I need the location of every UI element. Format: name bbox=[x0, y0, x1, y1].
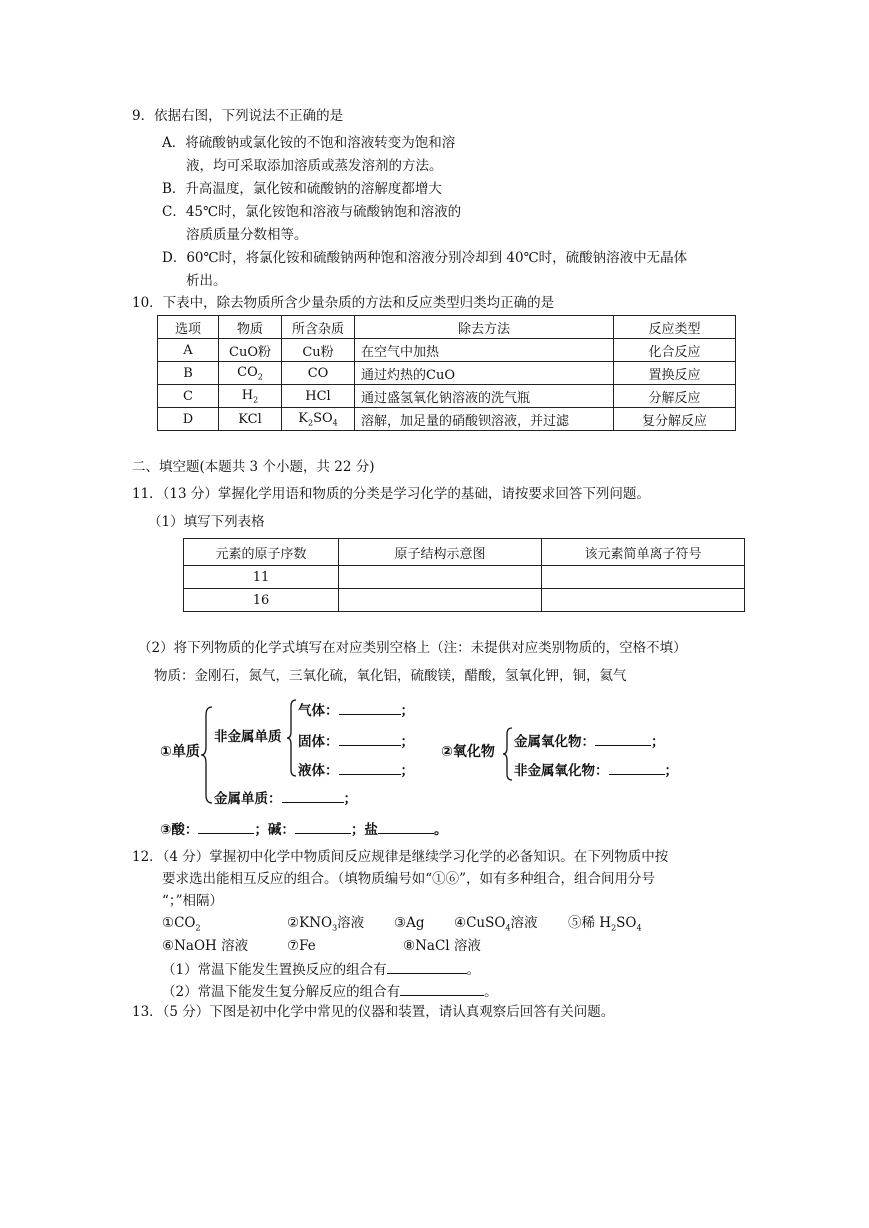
q9-option-b: B．升高温度，氯化铵和硫酸钠的溶解度都增大 bbox=[162, 181, 442, 197]
table-row bbox=[158, 362, 736, 385]
subscript: 2 bbox=[307, 418, 314, 428]
acid-base-salt-line bbox=[160, 819, 447, 839]
nonmetal-oxide-text: 非金属氧化物： bbox=[514, 763, 609, 779]
formula-text: H bbox=[241, 387, 254, 403]
header-cell: 除去方法 bbox=[355, 316, 614, 339]
liquid-blank[interactable] bbox=[339, 760, 401, 775]
subscript: 2 bbox=[253, 395, 259, 405]
q12-item-4 bbox=[454, 914, 538, 938]
header-cell: 该元素简单离子符号 bbox=[542, 539, 745, 566]
table-cell: CO bbox=[282, 362, 355, 385]
table-cell: 通过灼热的CuO bbox=[355, 362, 614, 385]
semicolon: ； bbox=[651, 734, 665, 750]
period: 。 bbox=[484, 984, 498, 1000]
nonmetal-oxide-blank[interactable] bbox=[609, 760, 665, 775]
q11-part2: （2）将下列物质的化学式填写在对应类别空格上（注：未提供对应类别物质的，空格不填） bbox=[138, 640, 687, 656]
formula-text: SO bbox=[313, 410, 333, 426]
gas-blank[interactable] bbox=[339, 700, 401, 715]
oxide-label: ②氧化物 bbox=[441, 744, 495, 760]
header-cell: 所含杂质 bbox=[282, 316, 355, 339]
item-text: 溶液 bbox=[510, 915, 538, 931]
q9-option-d-line1: D．60℃时，将氯化铵和硫酸钠两种饱和溶液分别冷却到 40℃时，硫酸钠溶液中无晶体 bbox=[162, 250, 688, 266]
answer-cell[interactable] bbox=[339, 589, 542, 612]
metal-oxide-text: 金属氧化物： bbox=[514, 734, 595, 750]
subscript: 2 bbox=[257, 372, 263, 382]
table-header-row bbox=[184, 539, 745, 566]
q9-option-a-line2: 液，均可采取添加溶质或蒸发溶剂的方法。 bbox=[186, 158, 443, 174]
q12-answer-2 bbox=[162, 981, 498, 1001]
q12-item-5 bbox=[568, 914, 642, 938]
q9-option-c-line1: C．45℃时，氯化铵饱和溶液与硫酸钠饱和溶液的 bbox=[162, 204, 462, 220]
big-brace-icon bbox=[200, 705, 214, 805]
solid-blank[interactable] bbox=[339, 731, 401, 746]
header-cell: 反应类型 bbox=[614, 316, 736, 339]
nonmetal-label: 非金属单质 bbox=[214, 729, 282, 745]
answer-cell[interactable] bbox=[542, 589, 745, 612]
subscript: 2 bbox=[195, 923, 201, 933]
q12-answer-1 bbox=[162, 959, 480, 979]
q13-stem: 13．（5 分）下图是初中化学中常见的仪器和装置，请认真观察后回答有关问题。 bbox=[132, 1004, 615, 1020]
table-cell: 16 bbox=[184, 589, 339, 612]
salt-text: ；盐 bbox=[350, 822, 378, 838]
q9-option-c-line2: 溶质质量分数相等。 bbox=[186, 227, 308, 243]
table-row bbox=[184, 566, 745, 589]
item-text: SO bbox=[616, 915, 637, 931]
subscript: 3 bbox=[332, 923, 338, 933]
table-cell bbox=[282, 408, 355, 431]
header-cell: 元素的原子序数 bbox=[184, 539, 339, 566]
answer-cell[interactable] bbox=[542, 566, 745, 589]
table-cell: D bbox=[158, 408, 219, 431]
q10-stem: 10．下表中，除去物质所含少量杂质的方法和反应类型归类均正确的是 bbox=[132, 295, 555, 311]
table-cell: 置换反应 bbox=[614, 362, 736, 385]
section-heading: 二、填空题(本题共 3 个小题，共 22 分) bbox=[132, 459, 375, 475]
solid-text: 固体： bbox=[298, 734, 339, 750]
item-text: ④CuSO bbox=[454, 915, 506, 931]
base-text: ；碱： bbox=[254, 822, 295, 838]
table-cell bbox=[219, 362, 282, 385]
q12-item-3: ③Ag bbox=[394, 915, 425, 931]
answer-cell[interactable] bbox=[339, 566, 542, 589]
subscript: 4 bbox=[505, 923, 511, 933]
metal-oxide-label bbox=[514, 731, 665, 751]
table-cell: 溶解，加足量的硝酸钡溶液，并过滤 bbox=[355, 408, 614, 431]
metal-oxide-blank[interactable] bbox=[595, 731, 651, 746]
table-cell: B bbox=[158, 362, 219, 385]
q9-stem: 9．依据右图，下列说法不正确的是 bbox=[132, 108, 344, 124]
table-row bbox=[158, 339, 736, 362]
q11-materials: 物质：金刚石，氮气，三氧化硫，氧化铝，硫酸镁，醋酸，氢氧化钾，铜，氦气 bbox=[154, 668, 627, 684]
q11-part1: （1）填写下列表格 bbox=[148, 514, 265, 530]
table-cell: HCl bbox=[282, 385, 355, 408]
q9-option-d-line2: 析出。 bbox=[186, 273, 227, 289]
metal-blank[interactable] bbox=[282, 788, 344, 803]
base-blank[interactable] bbox=[295, 819, 351, 834]
period: 。 bbox=[466, 962, 481, 978]
table-header-row bbox=[158, 316, 736, 339]
subscript: 2 bbox=[611, 923, 617, 933]
gas-label bbox=[298, 700, 414, 720]
q12-stem-line2: 要求选出能相互反应的组合。（填物质编号如“①⑥”，如有多种组合，组合间用分号 bbox=[162, 871, 656, 887]
q10-table bbox=[157, 315, 736, 431]
table-cell: 复分解反应 bbox=[614, 408, 736, 431]
q12-item-7: ⑦Fe bbox=[287, 938, 316, 954]
q12-item-6: ⑥NaOH 溶液 bbox=[162, 938, 249, 954]
table-cell: C bbox=[158, 385, 219, 408]
table-cell: A bbox=[158, 339, 219, 362]
table-cell: 化合反应 bbox=[614, 339, 736, 362]
table-row bbox=[184, 589, 745, 612]
item-text: ②KNO bbox=[287, 915, 333, 931]
q12-item-1 bbox=[162, 914, 201, 938]
acid-blank[interactable] bbox=[198, 819, 254, 834]
q12-stem-line3: “；”相隔） bbox=[162, 893, 224, 909]
answer-blank-2[interactable] bbox=[400, 981, 484, 996]
brace-icon bbox=[286, 698, 298, 778]
formula-text: CO bbox=[237, 364, 258, 380]
acid-text: ③酸： bbox=[160, 822, 199, 838]
answer-prompt: （2）常温下能发生复分解反应的组合有 bbox=[162, 984, 401, 1000]
liquid-text: 液体： bbox=[298, 763, 339, 779]
table-row bbox=[158, 385, 736, 408]
elements-label: ①单质 bbox=[160, 744, 200, 760]
table-cell: KCl bbox=[219, 408, 282, 431]
answer-prompt: （1）常温下能发生置换反应的组合有 bbox=[162, 962, 387, 978]
semicolon: ； bbox=[400, 703, 414, 719]
table-cell: 通过盛氢氧化钠溶液的洗气瓶 bbox=[355, 385, 614, 408]
q11-stem: 11．（13 分）掌握化学用语和物质的分类是学习化学的基础，请按要求回答下列问题。 bbox=[132, 486, 650, 502]
semicolon: ； bbox=[400, 763, 414, 779]
gas-text: 气体： bbox=[298, 703, 339, 719]
metal-text: 金属单质： bbox=[214, 791, 282, 807]
answer-blank-1[interactable] bbox=[387, 959, 467, 974]
table-cell: Cu粉 bbox=[282, 339, 355, 362]
semicolon: ； bbox=[343, 791, 357, 807]
header-cell: 原子结构示意图 bbox=[339, 539, 542, 566]
subscript: 4 bbox=[332, 418, 338, 428]
q12-item-2 bbox=[287, 914, 364, 938]
subscript: 4 bbox=[636, 923, 642, 933]
table-cell: 11 bbox=[184, 566, 339, 589]
table-row bbox=[158, 408, 736, 431]
metal-label bbox=[214, 788, 357, 808]
semicolon: ； bbox=[664, 763, 678, 779]
q9-option-a-line1: A．将硫酸钠或氯化铵的不饱和溶液转变为饱和溶 bbox=[162, 135, 456, 151]
table-cell: 在空气中加热 bbox=[355, 339, 614, 362]
nonmetal-oxide-label bbox=[514, 760, 678, 780]
header-cell: 选项 bbox=[158, 316, 219, 339]
item-text: 溶液 bbox=[337, 915, 365, 931]
semicolon: ； bbox=[400, 734, 414, 750]
q12-item-8: ⑧NaCl 溶液 bbox=[403, 938, 481, 954]
q12-stem-line1: 12．（4 分）掌握初中化学中物质间反应规律是继续学习化学的必备知识。在下列物质中按 bbox=[132, 849, 669, 865]
item-text: ⑤稀 H bbox=[568, 915, 612, 931]
q11-table bbox=[183, 538, 745, 612]
brace-icon bbox=[502, 726, 514, 782]
header-cell: 物质 bbox=[219, 316, 282, 339]
salt-blank[interactable] bbox=[378, 819, 434, 834]
liquid-label bbox=[298, 760, 414, 780]
period: 。 bbox=[433, 822, 448, 838]
solid-label bbox=[298, 731, 414, 751]
table-cell: 分解反应 bbox=[614, 385, 736, 408]
table-cell: CuO粉 bbox=[219, 339, 282, 362]
table-cell bbox=[219, 385, 282, 408]
formula-text: K bbox=[298, 410, 308, 426]
item-text: ①CO bbox=[162, 915, 196, 931]
